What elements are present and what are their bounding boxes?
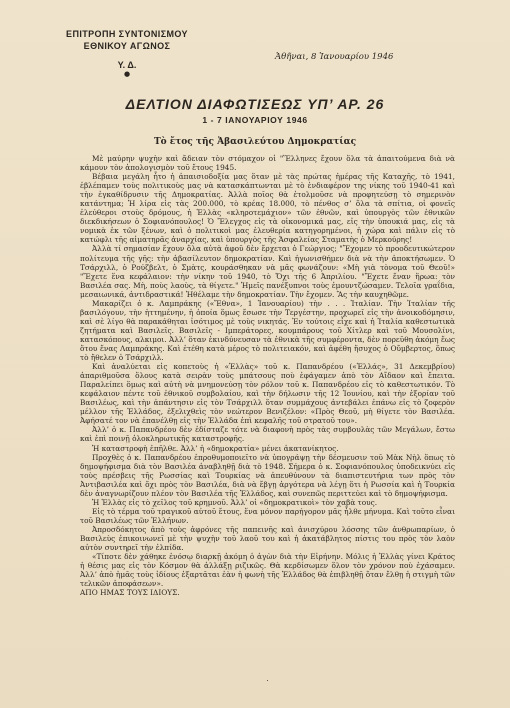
paragraph: Ἀλλ’ ὁ κ. Παπανδρέου δὲν ἐδίσταζε τότε νὰ διαφονὴ πρὸς τὰς συμβουλὰς τῶν Μεγάλων, ἔστω καὶ ἐπὶ ποινῇ ὁλοκληρωτικῆς καταστροφῆς. xyxy=(80,425,455,444)
paragraph: «Τίποτε δὲν χάθηκε ἐνόσῳ διαρκῇ ἀκόμη ὁ ἀγὼν διὰ τὴν Εἰρήνην. Μόλις ἡ Ἑλλὰς γίνει Κράτος ἡ θέσις μας εἰς τὸν Κόσμον θὰ ἀλλάξῃ ριζικῶς. Θὰ κερδίσωμεν ὅλον τὸν χρόνον ποὺ ἐχάσαμεν. Ἀλλ’ ἀπὸ ἡμᾶς τοὺς ἰδίους ἐξαρτᾶται ἐὰν ἡ φωνὴ τῆς Ἑλλάδος θὰ ἐπιβληθῇ ὅταν ἔλθῃ ἡ στιγμὴ τῶν τελικῶν ἀποφάσεων». xyxy=(80,552,455,589)
paragraph: Ἡ καταστροφὴ ἐπῆλθε. Ἀλλ’ ἡ «δημοκρατία» μένει ἀκατανίκητος. xyxy=(92,443,339,453)
paragraph: Μὲ μαύρην ψυχὴν καὶ ἄδειαν τὸν στόμαχον οἱ "Ἕλληνες ἔχουν ὅλα τὰ ἀπαιτούμενα διὰ νὰ κάμουν τὸν ἀπολογισμὸν τοῦ ἔτους 1945. xyxy=(80,154,455,173)
article-body xyxy=(80,154,455,597)
paragraph: Καὶ ἀναλύεται εἰς κοπετοὺς ἡ «Ἑλλὰς» τοῦ κ. Παπανδρέου («Ἑλλάς», 31 Δεκεμβρίου) ἀπαριθμοῦσα ὅλους κατὰ σειρὰν τοὺς μπάτσους ποὺ ἐφάγαμεν ἀπὸ τὸν Αἴδαον καὶ ἔπειτα. Παραλείπει ὅμως καὶ αὐτὴ νὰ μνημονεύσῃ τὸν ρόλον τοῦ κ. Παπανδρέου εἰς τὸ καθεστωτικόν. Τὸ κεφάλαιον πέντε τοῦ ἐθνικοῦ συμβολαίου, καὶ τὴν δήλωσιν τῆς 12 Ἰουνίου, καὶ τὴν ἐξορίαν τοῦ Βασιλέως, καὶ τὴν ἀπάντησιν εἰς τὸν Τσάρχιλλ ὅταν συμμάχους ἀντεβάλει ἐπάνω εἰς τὸ ζοφερὸν μέλλον τῆς Ἑλλάδος, ἐξελιχθεὶς τὸν νεώτερον Βενιζέλον: «Πρὸς Θεοῦ, μὴ θίγετε τὸν Βασιλέα. Ἀφήσατέ τον νὰ ἐπανέλθῃ εἰς τὴν Ἑλλάδα ἐπὶ κεφαλῆς τοῦ στρατοῦ του». xyxy=(80,362,455,426)
place-date: Ἀθῆναι, 8 Ἰανουαρίου 1946 xyxy=(275,52,394,62)
paragraph: Μακαρίζει ὁ κ. Λαμπράκης («Ἔθνα», 1 Ἰανουαρίου) τὴν . . . Ἰταλίαν. Τὴν Ἰταλίαν τῆς βασιλόγουν, τὴν ἡττημένην, ἡ ὁποία ὅμως ἔσωσε τὴν Τεργέστην, προχωρεῖ εἰς τὴν ἀνοικοδόμησιν, καὶ σὲ λίγο θὰ παρακάθηται ἰσότιμος μὲ τοὺς νικητάς. Ἐν τούτοις εἶχε καὶ ἡ Ἰταλία καθεστωτικὰ ζητήματα καὶ Βασιλεῖς. Βασιλεῖς - Ιμπεράτορες, κουμπάρους τοῦ Χίτλερ καὶ τοῦ Μουσολίνι, κατασκόπους, αλκιμοι. Ἀλλ’ ὅταν ἐκινδύνευσαν τὰ ἐθνικὰ τῆς συμφέροντα, δὲν πορεῦθη ἀκόμη ἕως ὅτου ἕνας Λαμπράκης. Καὶ ἐτέθη κατὰ μέρος τὸ πολιτειακόν, καὶ ἀφέθη ἥσυχος ὁ Οὔμβερτος, ὅπως τὸ ἤθελεν ὁ Τσάρχιλλ. xyxy=(80,298,455,363)
bullet-mark: ● xyxy=(123,70,131,78)
paragraph: Ἀλλὰ τί σημασίαν ἔχουν ὅλα αὐτὰ ἀφοῦ δὲν ἔρχεται ὁ Γεώργιος; "Ἔχομεν τὸ προοδευτικώτερον πολίτευμα τῆς γῆς: τὴν ἀβασίλευτον δημοκρατίαν. Καὶ ἠγωνισθήμεν διὰ νὰ τὴν ἀποκτήσωμεν. Ὁ Τσάρχιλλ, ὁ Ρούζβελτ, ὁ Σμὰτς, κουράσθηκαν νὰ μᾶς φωνάζουν: «Μὴ γιὰ τὸνομα τοῦ Θεοῦ!» "Ἔχετε ἕνα κεφάλαιον: τὴν νίκην τοῦ 1940, τὸ Ὄχι τῆς 6 Ἀπριλίου. "Ἔχετε ἕναν ἥρωα: τὸν Βασιλέα σας. Μὴ, ποὺς λαοὺς, τὰ θίγετε." Ἡμεῖς πανέξυπνοι τοὺς ἐμουντζώσαμεν. Τελοῖα γραΐδια, μεσαιωνικά, ἀντιδραστικά! Ἠθέλαμε τὴν δημοκρατίαν. Τὴν ἔχομεν. Ἂς τὴν καυχηθῶμε. xyxy=(80,244,455,299)
closing-line: ΑΠΟ ΗΜΑΣ ΤΟΥΣ ΙΔΙΟΥΣ. xyxy=(80,588,180,598)
org-line-3: Υ. Δ. xyxy=(117,60,137,70)
paragraph: Βέβαια μεγάλη ἦτο ἡ ἀπαισιοδοξία μας ὅταν μὲ τὰς πρώτας ἡμέρας τῆς Καταχῆς, τὸ 1941, ἐβλέπαμεν τοὺς πολιτικοὺς μας νὰ κατασκάπτωνται μὲ τὸ ἐνδιαφέρον της νίκης τοῦ 1940-41 καὶ τὴν ἐγκαθίδρυσιν τῆς Δημοκρατίας. Ἀλλὰ ποῖος θὰ ἐτολμοῦσε νὰ προφητεύσῃ τὸ σημερινὸν κατάντημα; Ἡ λίρα εἰς τὰς 200.000, τὸ κρέας 18.000, τὸ πένθος σ’ ὅλα τὰ σπίτια, οἱ φονεῖς ἐλεύθεροι στοὺς δρόμους, ἡ Ἑλλὰς «κληροτεμάχιον» τῶν ἐθνῶν, καὶ ὑπουργὸς τῶν ἐθνικῶν διεκδικήσεων ὁ Σοφιανόπουλος! Ὁ Ἔλεγχος εἰς τὰ οἰκονομικά μας, εἰς τὴν ὑπουκιά μας, εἰς τὰ νομικὰ ἐκ τῶν ξένων, καὶ ὁ πολιτικοὶ μας ἐλευθερία κατηγορημένοι, ἡ χώρα καὶ πάλιν εἰς τὸ κατώφλι τῆς αἱματηρᾶς ἀναρχίας, καὶ ὑπουργὸς τῆς Ἀσφαλείας Σταματὴς ὁ Μερκούρης! xyxy=(80,172,455,245)
bulletin-title: ΔΕΛΤΙΟΝ ΔΙΑΦΩΤΙΣΕΩΣ ΥΠ’ ΑΡ. 26 xyxy=(125,96,385,112)
org-line-2: ΕΘΝΙΚΟΥ ΑΓΩΝΟΣ xyxy=(83,41,171,51)
organization-header xyxy=(52,28,202,78)
footer-mark: . xyxy=(266,675,269,683)
paragraph: Ἡ Ἑλλὰς εἰς τὸ χεῖλος τοῦ κρημνοῦ. Ἀλλ’ οἱ «δημοκρατικοὶ» τὸν χαβὰ τους. xyxy=(92,497,378,507)
article-title: Τὸ ἔτος τῆς Ἀβασιλεύτου Δημοκρατίας xyxy=(153,137,357,147)
paragraph: Προχθὲς ὁ κ. Παπανδρέου ἐπροθυμοποιεῖτο νὰ ὑπογράψῃ τὴν δέσμευσιν τοῦ Μὰκ Νὴλ ὅπως τὸ δημοψήφισμα διὰ τὸν Βασιλέα ἀναβληθῇ διὰ τὸ 1948. Σήμερα ὁ κ. Σοφιανόπουλος ὑποδεικνύει εἰς τοὺς πρέσβεις τῆς Ρωσσίας καὶ Τουρκίας νὰ ἀπευθύνουν τὰ διαπιστευτήρια των πρὸς τὸν Ἀντιβασιλέα καὶ ὄχι πρὸς τὸν Βασιλέα, διὰ νὰ ἔβγῃ ἀργότερα νὰ λέγῃ ὅτι ἡ Ρωσσία καὶ ἡ Τουρκία δὲν ἀναγνωρίζουν πλέον τὸν Βασιλέα τῆς Ἑλλάδος, καὶ συνεπῶς περιττεύει καὶ τὸ δημοψήφισμα. xyxy=(80,452,455,498)
paragraph: Εἰς τὸ τέρμα τοῦ τραγικοῦ αὐτοῦ ἔτους, ἕνα μόνον παρήγορον μᾶς ἦλθε μήνυμα. Καὶ τοῦτο εἶναι τοῦ Βασιλέως τῶν Ἑλλήνων. xyxy=(80,506,455,525)
org-line-1: ΕΠΙΤΡΟΠΗ ΣΥΝΤΟΝΙΣΜΟΥ xyxy=(66,29,188,39)
paragraph: Ἀπροσδόκητος ἀπὸ τοὺς ἀφρόνες τῆς παπεινῆς καὶ ἀνισχύρου λόσσης τῶν ἀνθρωπαρίων, ὁ Βασιλεὺς ἐπικοινωνεῖ μὲ τὴν ψυχὴν τοῦ λαοῦ του καὶ ἡ ἀκατάβλητος πίστις του πρὸς τὸν λαὸν αὐτὸν συντηρεῖ τὴν ἐλπίδα. xyxy=(80,524,455,553)
date-range: 1 - 7 ΙΑΝΟΥΑΡΙΟΥ 1946 xyxy=(202,115,308,125)
